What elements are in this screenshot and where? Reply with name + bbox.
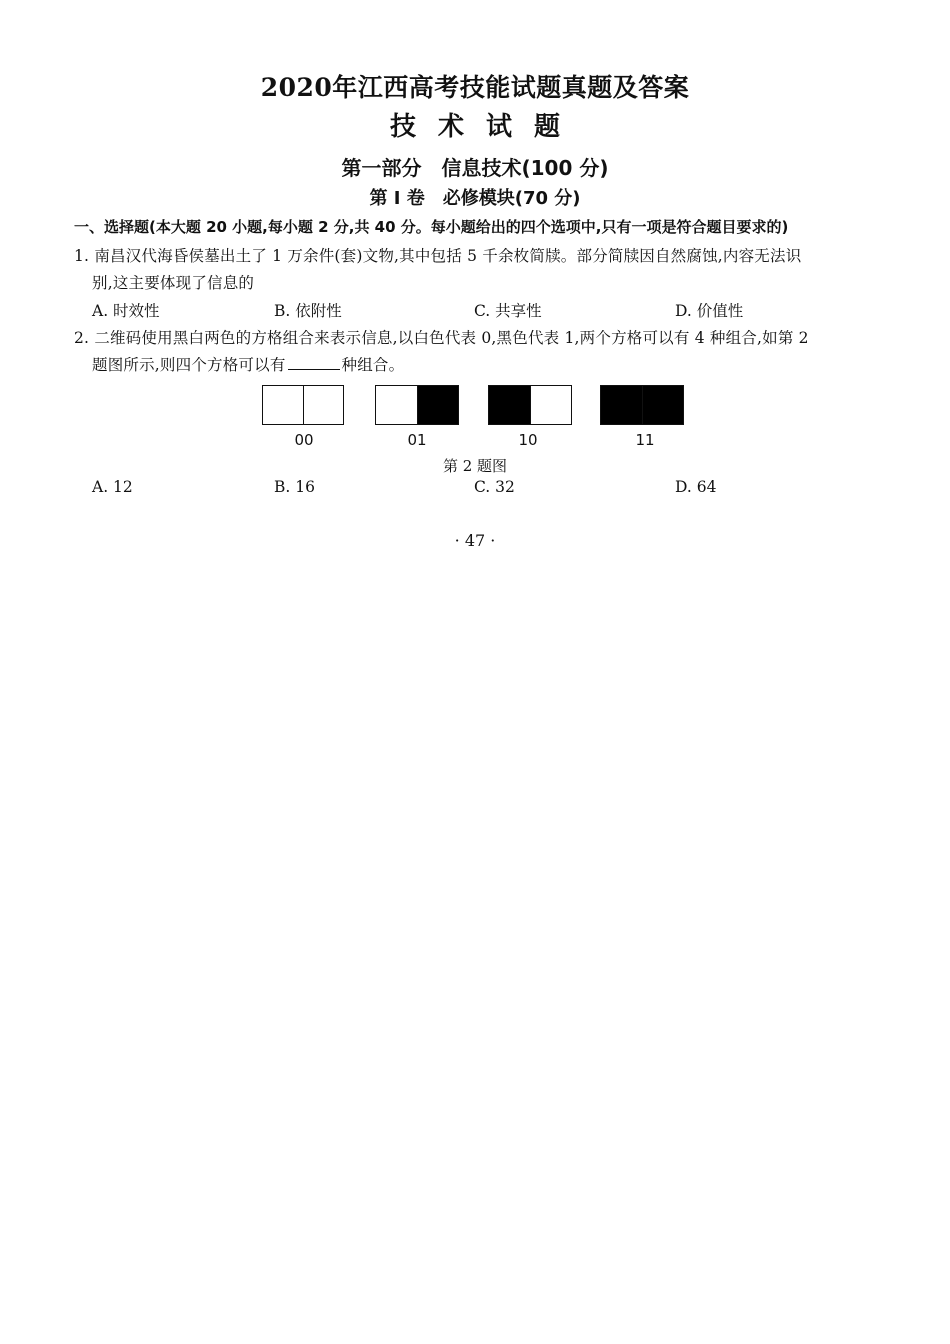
white-cell xyxy=(303,386,344,424)
question-2-line-2 xyxy=(92,353,404,375)
question-2-line-2-start: 题图所示,则四个方格可以有 xyxy=(92,356,286,374)
question-1-option-b: B. 依附性 xyxy=(274,302,342,320)
question-2-line-2-end: 种组合。 xyxy=(341,356,405,374)
figure-caption: 第 2 题图 xyxy=(442,457,508,475)
white-cell xyxy=(263,386,303,424)
question-1-line-2: 别,这主要体现了信息的 xyxy=(92,274,255,292)
figure-label-01: 01 xyxy=(407,431,427,449)
main-title: 2020年江西高考技能试题真题及答案 xyxy=(260,73,690,102)
question-1-option-c: C. 共享性 xyxy=(474,302,542,320)
question-2-option-a: A. 12 xyxy=(92,478,133,496)
sub-title: 技术试题 xyxy=(389,112,582,142)
question-1-option-d: D. 价值性 xyxy=(675,302,744,320)
figure-box-10 xyxy=(488,385,572,425)
section-heading: 一、选择题(本大题 20 小题,每小题 2 分,共 40 分。每小题给出的四个选项中,只有一项是符合题目要求的) xyxy=(74,218,789,236)
figure-box-11 xyxy=(600,385,684,425)
figure-label-10: 10 xyxy=(518,431,538,449)
figure-box-00 xyxy=(262,385,344,425)
question-2-option-b: B. 16 xyxy=(274,478,315,496)
page-number: · 47 · xyxy=(454,531,496,550)
volume-title: 第 I 卷 必修模块(70 分) xyxy=(369,188,581,209)
figure-box-01 xyxy=(375,385,459,425)
question-1-option-a: A. 时效性 xyxy=(92,302,160,320)
question-1-line-1: 1. 南昌汉代海昏侯墓出土了 1 万余件(套)文物,其中包括 5 千余枚简牍。部分简牍因自然腐蚀,内容无法识 xyxy=(74,247,802,265)
black-cell xyxy=(642,386,684,424)
white-cell xyxy=(376,386,417,424)
question-2-line-1: 2. 二维码使用黑白两色的方格组合来表示信息,以白色代表 0,黑色代表 1,两个方格可以有 4 种组合,如第 2 xyxy=(74,329,809,347)
white-cell xyxy=(530,386,572,424)
black-cell xyxy=(489,386,530,424)
black-cell xyxy=(601,386,642,424)
figure-label-00: 00 xyxy=(294,431,314,449)
black-cell xyxy=(417,386,459,424)
question-2-option-d: D. 64 xyxy=(675,478,717,496)
part-title: 第一部分 信息技术(100 分) xyxy=(341,156,609,180)
figure-label-11: 11 xyxy=(635,431,655,449)
answer-blank xyxy=(288,355,340,370)
question-2-option-c: C. 32 xyxy=(474,478,515,496)
